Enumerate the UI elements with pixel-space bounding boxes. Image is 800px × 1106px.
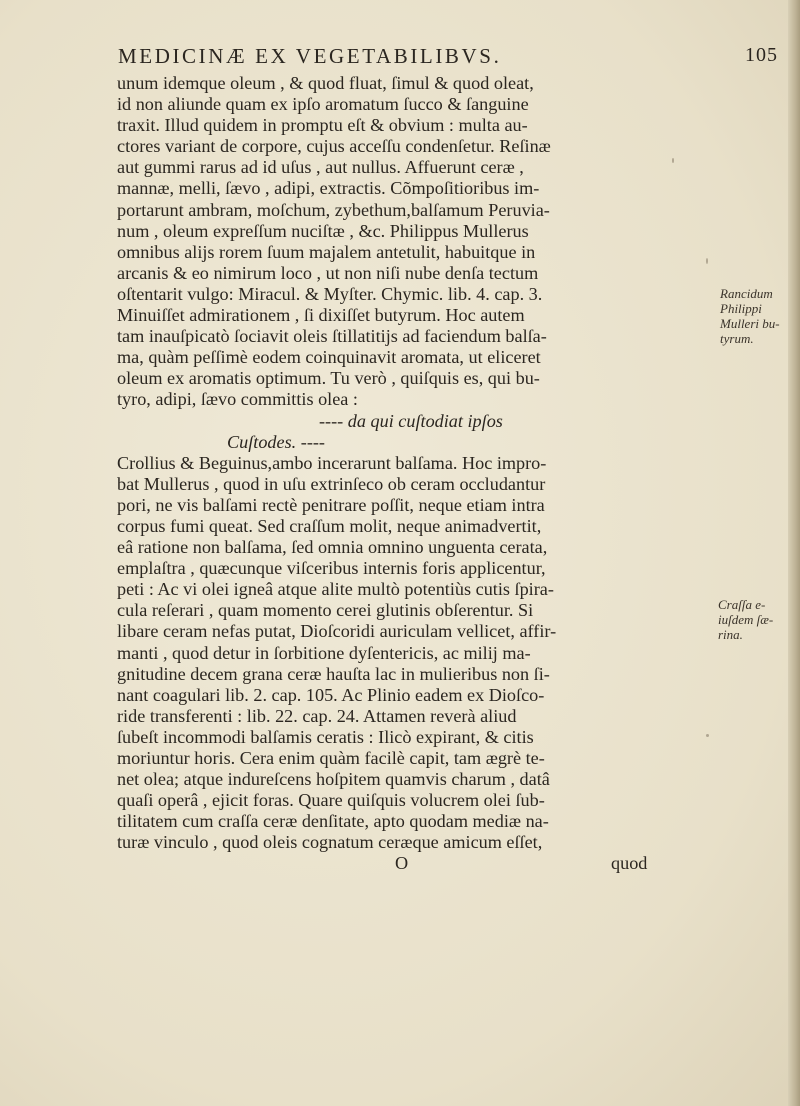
text-line: bat Mullerus , quod in uſu extrinſeco ob ceram occludantur bbox=[117, 473, 546, 494]
text-line: cula reſerari , quam momento cerei glutinis obſerentur. Si bbox=[117, 600, 534, 621]
catchword: quod bbox=[611, 853, 648, 874]
running-head: MEDICINÆ EX VEGETABILIBVS. bbox=[118, 44, 502, 68]
text-line: oſtentarit vulgo: Miracul. & Myſter. Chymic. lib. 4. cap. 3. bbox=[117, 283, 543, 304]
text-line: peti : Ac vi olei igneâ atque alite multò potentiùs cutis ſpira- bbox=[117, 579, 554, 600]
margin-note-line: Rancidum bbox=[720, 286, 773, 301]
text-line: mannæ, melli, ſævo , adipi, extractis. Cõmpoſitioribus im- bbox=[117, 178, 540, 199]
text-line: ma, quàm peſſimè eodem coinquinavit aromata, ut eliceret bbox=[117, 347, 541, 368]
text-line: Crollius & Beguinus,ambo incerarunt balſama. Hoc impro- bbox=[117, 452, 547, 473]
quote-line: Cuſtodes. ---- bbox=[227, 431, 325, 452]
text-line: ride transferenti : lib. 22. cap. 24. Attamen reverà aliud bbox=[117, 705, 517, 726]
text-line: ſubeſt incommodi balſamis ceratis : Ilicò expirant, & citis bbox=[117, 726, 534, 747]
text-line: eâ ratione non balſama, ſed omnia omnino unguenta cerata, bbox=[117, 537, 548, 558]
text-line: emplaſtra , quæcunque viſceribus internis foris applicentur, bbox=[117, 558, 546, 579]
margin-note-line: Craſſa e- bbox=[718, 597, 766, 612]
text-line: omnibus alijs rorem ſuum majalem antetulit, habuitque in bbox=[117, 241, 536, 262]
text-line: id non aliunde quam ex ipſo aromatum ſucco & ſanguine bbox=[117, 94, 529, 115]
text-line: tyro, adipi, ſævo committis olea : bbox=[117, 389, 358, 410]
margin-note bbox=[720, 286, 792, 346]
margin-note-line: iuſdem ſæ- bbox=[718, 612, 774, 627]
page-edge bbox=[788, 0, 800, 1106]
text-line: aut gummi rarus ad id uſus , aut nullus. Affuerunt ceræ , bbox=[117, 157, 524, 178]
text-line: tilitatem cum craſſa ceræ denſitate, apto quodam mediæ na- bbox=[117, 811, 549, 832]
paper-speck bbox=[706, 258, 708, 264]
text-line: oleum ex aromatis optimum. Tu verò , quiſquis es, qui bu- bbox=[117, 368, 540, 389]
body-text bbox=[117, 73, 648, 875]
page-number: 105 bbox=[745, 44, 778, 66]
text-line: turæ vinculo , quod oleis cognatum ceræque amicum eſſet, bbox=[117, 832, 543, 853]
text-line: manti , quod detur in ſorbitione dyſentericis, ac milij ma- bbox=[117, 642, 531, 663]
paper-speck bbox=[672, 158, 674, 163]
text-line: corpus fumi queat. Sed craſſum molit, neque animadvertit, bbox=[117, 515, 542, 536]
text-line: arcanis & eo nimirum loco , ut non niſi nube denſa tectum bbox=[117, 262, 539, 283]
text-line: gnitudine decem grana ceræ hauſta lac in mulieribus non ſi- bbox=[117, 663, 550, 684]
text-line: tam inauſpicatò ſociavit oleis ſtillatitijs ad faciendum balſa- bbox=[117, 326, 547, 347]
text-line: net olea; atque indureſcens hoſpitem quamvis charum , datâ bbox=[117, 769, 550, 790]
signature-line bbox=[117, 853, 648, 874]
text-line: ctores variant de corpore, cujus acceſſu condenſetur. Reſinæ bbox=[117, 136, 551, 157]
margin-note-line: Mulleri bu- bbox=[720, 316, 780, 331]
text-line: unum idemque oleum , & quod fluat, ſimul & quod oleat, bbox=[117, 73, 534, 93]
margin-note-line: tyrum. bbox=[720, 331, 754, 346]
margin-note-line: Philippi bbox=[720, 301, 762, 316]
text-line: pori, ne vis balſami rectè penitrare poſſit, neque etiam intra bbox=[117, 494, 545, 515]
margin-note bbox=[718, 597, 790, 642]
paper-speck bbox=[706, 734, 709, 737]
text-line: moriuntur horis. Cera enim quàm facilè capit, tam ægrè te- bbox=[117, 748, 545, 768]
text-line: nant coagulari lib. 2. cap. 105. Ac Plinio eadem ex Dioſco- bbox=[117, 684, 545, 705]
quote-line: ---- da qui cuſtodiat ipſos bbox=[319, 410, 503, 431]
text-line: portarunt ambram, moſchum, zybethum,balſamum Peruvia- bbox=[117, 199, 550, 220]
margin-note-line: rina. bbox=[718, 627, 743, 642]
text-line: traxit. Illud quidem in promptu eſt & obvium : multa au- bbox=[117, 115, 528, 136]
text-line: quaſi operâ , ejicit foras. Quare quiſquis volucrem olei ſub- bbox=[117, 790, 545, 811]
text-line: libare ceram nefas putat, Dioſcoridi auriculam vellicet, affir- bbox=[117, 621, 557, 642]
text-line: num , oleum expreſſum nuciſtæ , &c. Philippus Mullerus bbox=[117, 220, 529, 241]
text-line: Minuiſſet admirationem , ſi dixiſſet butyrum. Hoc autem bbox=[117, 305, 525, 326]
page-header bbox=[118, 44, 778, 72]
signature-mark: O bbox=[395, 853, 409, 874]
